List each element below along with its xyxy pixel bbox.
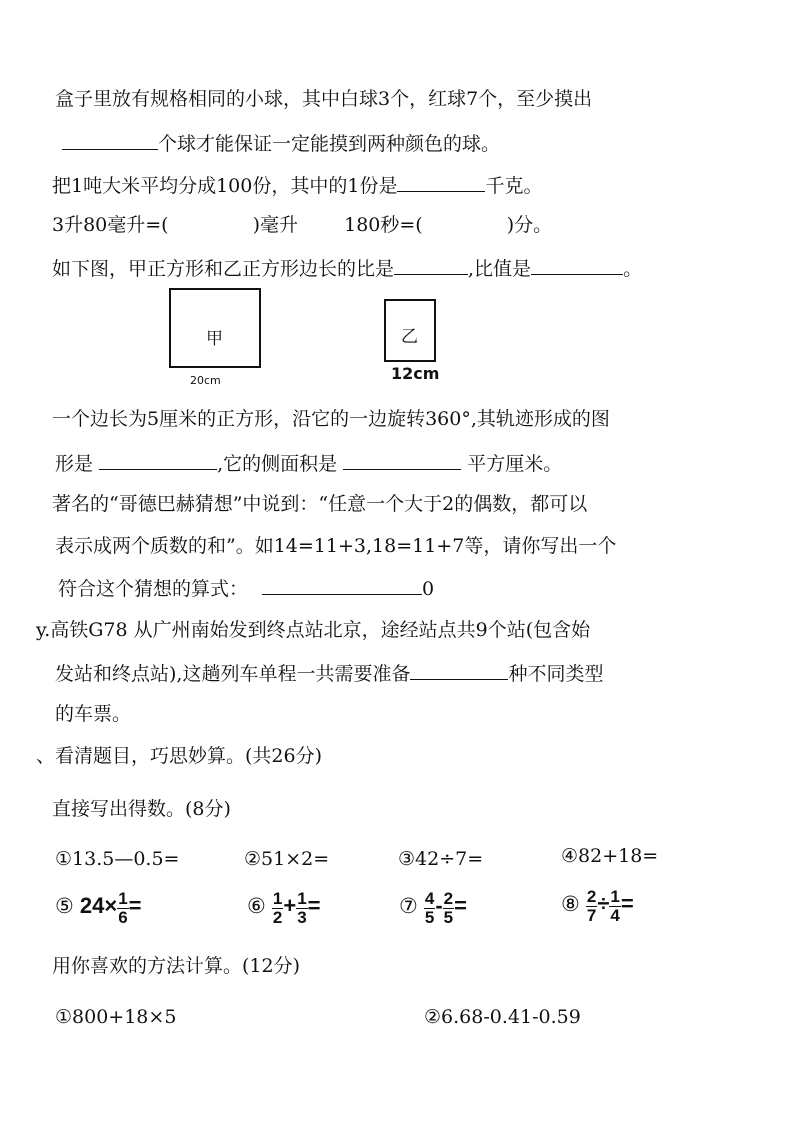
- answer-blank[interactable]: [343, 449, 461, 470]
- frac-item-8: [561, 882, 634, 927]
- q3-line: [52, 212, 552, 238]
- section-title: 、看清题目，巧思妙算。(共26分): [36, 745, 323, 767]
- method-item-1: ①800+18×5: [55, 1006, 177, 1028]
- item-number: ⑧: [561, 892, 580, 916]
- equals-sign: =: [128, 893, 142, 918]
- q5-text: 形是: [55, 453, 94, 475]
- answer-blank[interactable]: [394, 254, 468, 275]
- square-b-label: 乙: [401, 327, 418, 347]
- frac-item-6: [247, 884, 321, 929]
- method-title: 用你喜欢的方法计算。(12分): [52, 955, 301, 977]
- q3a-text: 3升80毫升=(: [52, 214, 169, 236]
- square-b: [384, 299, 436, 362]
- q5-line1: 一个边长为5厘米的正方形，沿它的一边旋转360°,其轨迹形成的图: [52, 408, 610, 430]
- answer-blank[interactable]: [397, 171, 485, 192]
- q3b-text: 180秒=(: [344, 214, 423, 236]
- answer-blank[interactable]: [99, 449, 217, 470]
- q7-text: 发站和终点站),这趟列车单程一共需要准备: [55, 663, 411, 685]
- q4-mid-text: ,比值是: [468, 258, 532, 280]
- q3b-unit: )分。: [506, 214, 553, 236]
- square-a: [169, 288, 261, 368]
- fraction: $\frac{2}{7}$: [586, 886, 597, 925]
- q5-unit: 平方厘米。: [467, 453, 563, 475]
- q1-line2: [62, 129, 500, 157]
- q6-line1: 著名的“哥德巴赫猜想”中说到：“任意一个大于2的偶数，都可以: [52, 493, 588, 515]
- square-b-dimension: 12cm: [391, 364, 440, 383]
- square-a-label: 甲: [206, 329, 223, 349]
- calc-item-3: ③42÷7=: [398, 848, 484, 870]
- q5-line2: [55, 449, 562, 477]
- operator: ÷: [597, 891, 610, 916]
- q6-line3: [58, 574, 434, 602]
- frac-item-5: [55, 884, 142, 929]
- q4-end: 。: [623, 258, 643, 280]
- fraction: $\frac{4}{5}$: [424, 888, 435, 927]
- equals-sign: =: [454, 893, 467, 918]
- equals-sign: =: [307, 893, 321, 918]
- square-a-dimension: 20cm: [190, 374, 221, 387]
- q7-line3: 的车票。: [55, 703, 132, 725]
- q7-tail: 种不同类型: [508, 663, 604, 685]
- fraction: $\frac{1}{6}$: [118, 888, 128, 927]
- answer-blank[interactable]: [410, 659, 508, 680]
- method-item-2: ②6.68-0.41-0.59: [424, 1006, 581, 1028]
- item-number: ⑦: [399, 894, 418, 918]
- frac-lead: 24×: [79, 893, 118, 918]
- q2-unit: 千克。: [485, 175, 543, 197]
- q3a-unit: )毫升: [252, 214, 299, 236]
- answer-blank[interactable]: [262, 574, 422, 595]
- calc-item-2: ②51×2=: [244, 848, 330, 870]
- q2-text: 把1吨大米平均分成100份，其中的1份是: [52, 175, 398, 197]
- answer-blank[interactable]: [62, 129, 158, 150]
- fraction: $\frac{2}{5}$: [443, 888, 454, 927]
- calc-item-4: ④82+18=: [561, 845, 659, 867]
- equals-sign: =: [620, 891, 634, 916]
- q7-line1: y.高铁G78 从广州南始发到终点站北京，途经站点共9个站(包含始: [36, 619, 591, 641]
- fraction: $\frac{1}{3}$: [297, 888, 307, 927]
- q1-line2-text: 个球才能保证一定能摸到两种颜色的球。: [158, 133, 501, 155]
- q4-text: 如下图，甲正方形和乙正方形边长的比是: [52, 258, 395, 280]
- q6-text: 符合这个猜想的算式：: [58, 578, 249, 600]
- fraction: $\frac{1}{4}$: [610, 886, 620, 925]
- q1-line1: 盒子里放有规格相同的小球，其中白球3个，红球7个，至少摸出: [55, 88, 593, 110]
- operator: -: [435, 893, 443, 918]
- frac-item-7: [399, 884, 467, 929]
- q7-line2: [55, 659, 603, 687]
- q4-line: [52, 254, 642, 282]
- direct-title: 直接写出得数。(8分): [52, 798, 231, 820]
- answer-blank[interactable]: [531, 254, 623, 275]
- operator: +: [283, 893, 297, 918]
- q5-mid-text: ,它的侧面积是: [217, 453, 338, 475]
- q6-end: 0: [422, 578, 435, 600]
- item-number: ⑥: [247, 894, 266, 918]
- calc-item-1: ①13.5—0.5=: [55, 848, 180, 870]
- q6-line2: 表示成两个质数的和”。如14=11+3,18=11+7等，请你写出一个: [55, 535, 617, 557]
- item-number: ⑤: [55, 894, 74, 918]
- fraction: $\frac{1}{2}$: [272, 888, 283, 927]
- q2-line: [52, 171, 542, 199]
